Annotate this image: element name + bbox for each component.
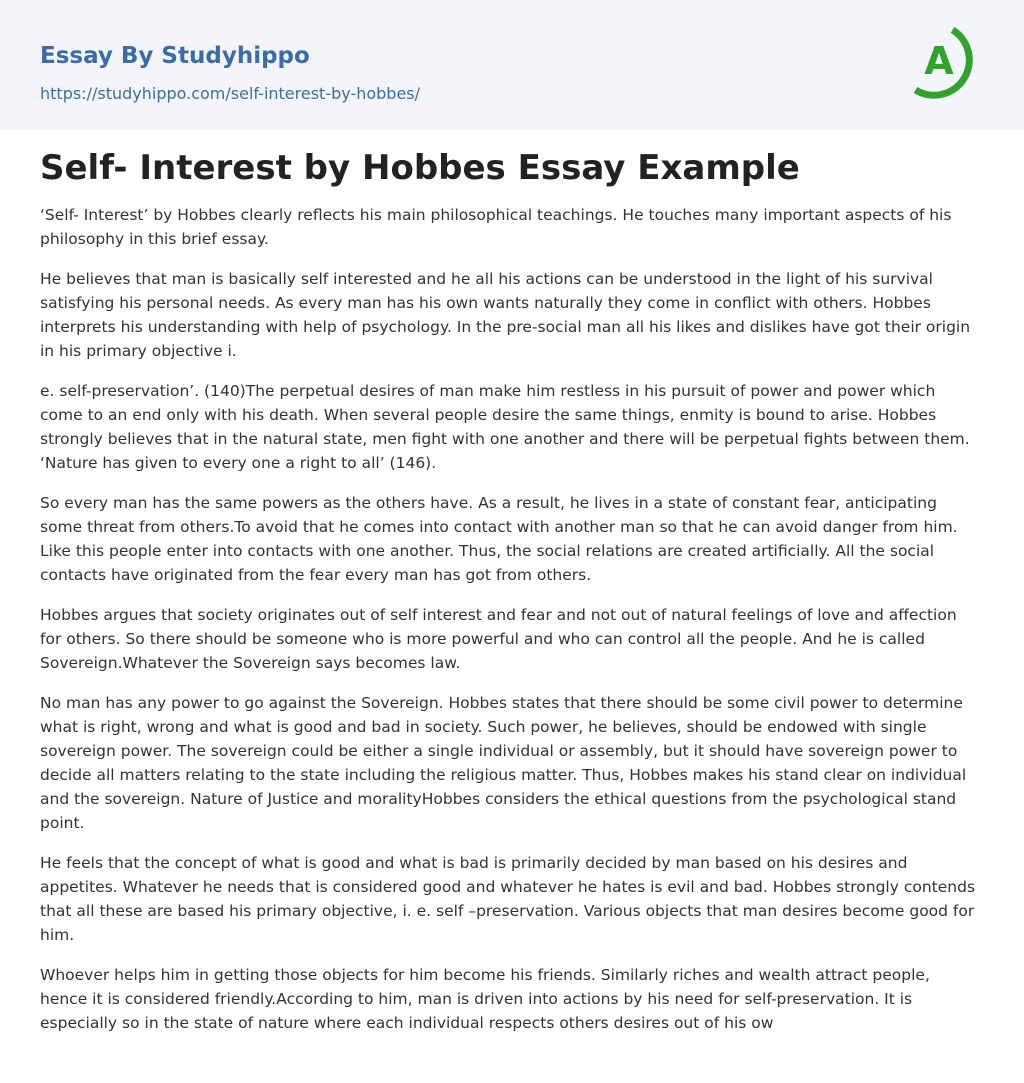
essay-paragraph: ‘Self- Interest’ by Hobbes clearly reflects his main philosophical teachings. He touches many important aspects of his philosophy in this brief essay. [40, 206, 952, 248]
logo-letter: A [924, 39, 954, 83]
site-brand: Essay By Studyhippo [40, 43, 310, 69]
essay-paragraph: Hobbes argues that society originates out of self interest and fear and not out of natural feelings of love and affection for others. So there should be someone who is more powerful and who can control all the people. And he is called Sovereign.Whatever the Sovereign says becomes law. [40, 606, 957, 672]
essay-paragraph: No man has any power to go against the Sovereign. Hobbes states that there should be some civil power to determine what is right, wrong and what is good and bad in society. Such power, he believes, should be endowed with single sovereign power. The sovereign could be either a single individual or assembly, but it should have sovereign power to decide all matters relating to the state including the religious matter. Thus, Hobbes makes his stand clear on individual and the sovereign. Nature of Justice and moralityHobbes considers the ethical questions from the psychological stand point. [40, 694, 967, 832]
studyhippo-logo-icon[interactable] [912, 19, 986, 105]
essay-content [40, 143, 980, 1051]
essay-paragraph: So every man has the same powers as the others have. As a result, he lives in a state of constant fear, anticipating some threat from others.To avoid that he comes into contact with another man so that he can avoid danger from him. Like this people enter into contacts with one another. Thus, the social relations are created artificially. All the social contacts have originated from the fear every man has got from others. [40, 494, 958, 584]
essay-paragraph: He believes that man is basically self interested and he all his actions can be understood in the light of his survival satisfying his personal needs. As every man has his own wants naturally they come in conflict with others. Hobbes interprets his understanding with help of psychology. In the pre-social man all his likes and dislikes have got their origin in his primary objective i. [40, 270, 971, 360]
page-url-link[interactable]: https://studyhippo.com/self-interest-by-hobbes/ [40, 84, 421, 103]
essay-paragraph: He feels that the concept of what is good and what is bad is primarily decided by man based on his desires and appetites. Whatever he needs that is considered good and whatever he hates is evil and bad. Hobbes strongly contends that all these are based his primary objective, i. e. self –preservation. Various objects that man desires become good for him. [40, 854, 976, 944]
essay-title: Self- Interest by Hobbes Essay Example [40, 148, 800, 188]
site-header [0, 0, 1024, 129]
essay-paragraph: Whoever helps him in getting those objects for him become his friends. Similarly riches and wealth attract people, hence it is considered friendly.According to him, man is driven into actions by his need for self-preservation. It is especially so in the state of nature where each individual respects others desires out of his ow [40, 966, 930, 1032]
essay-paragraph: e. self-preservation’. (140)The perpetual desires of man make him restless in his pursuit of power and power which come to an end only with his death. When several people desire the same things, enmity is bound to arise. Hobbes strongly believes that in the natural state, men fight with one another and there will be perpetual fights between them. ‘Nature has given to every one a right to all’ (146). [40, 382, 970, 472]
